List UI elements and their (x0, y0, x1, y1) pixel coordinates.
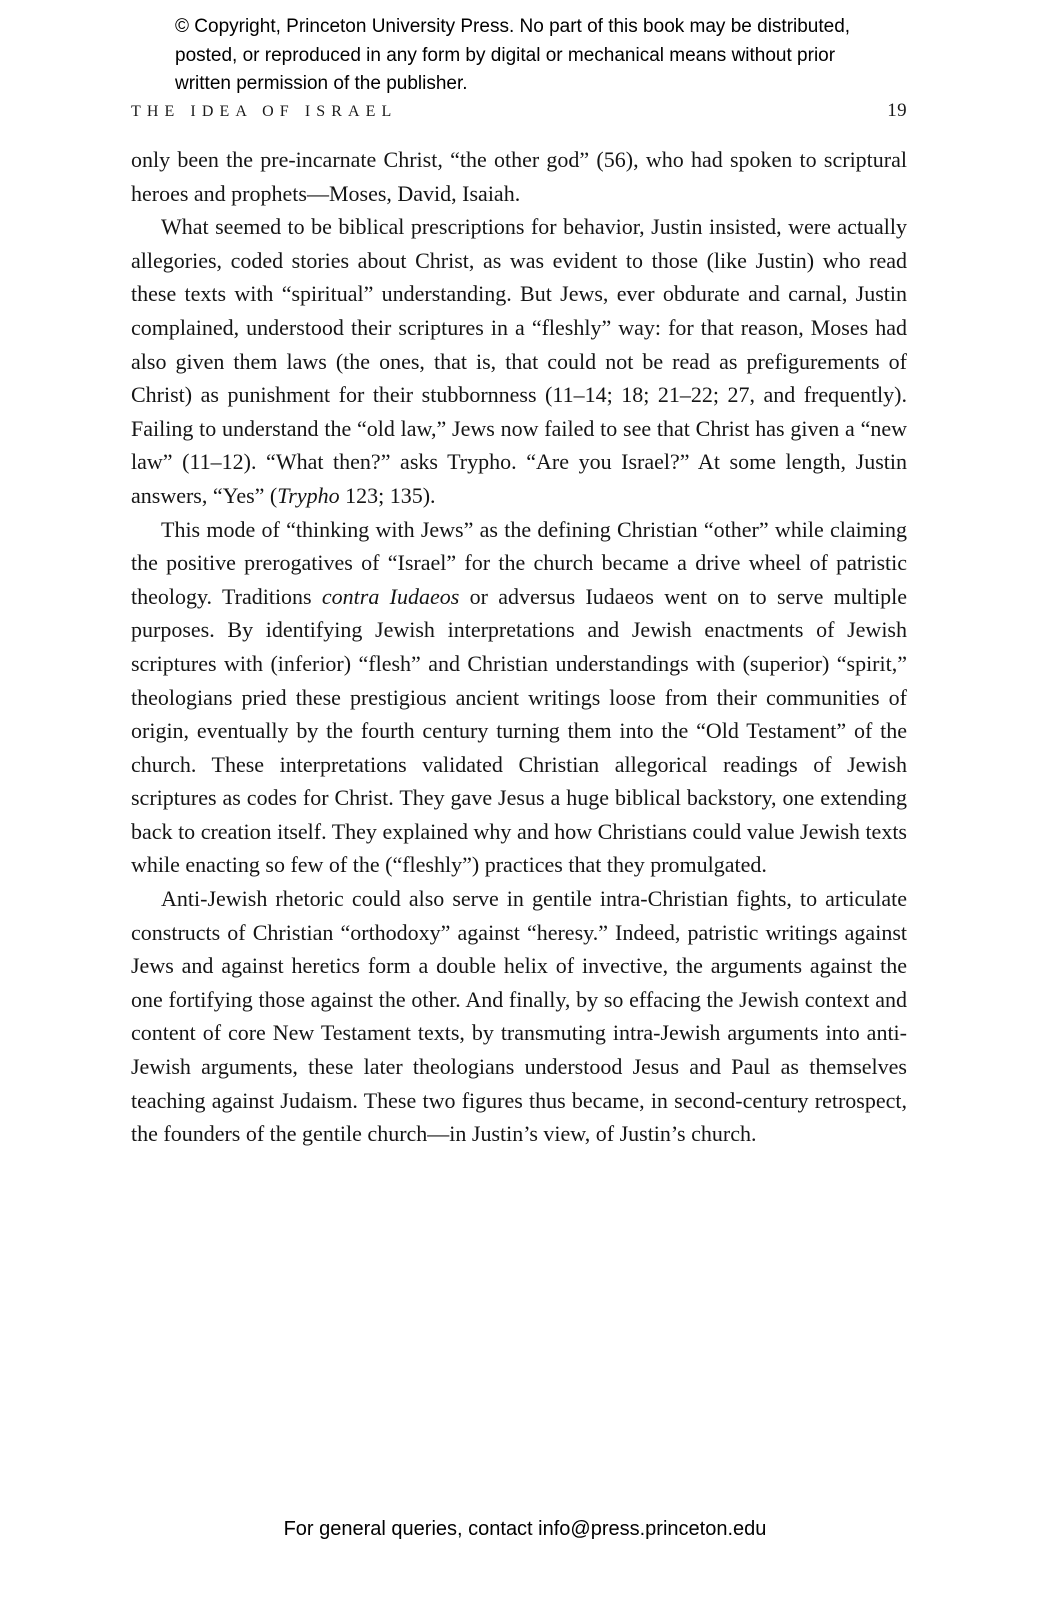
text-run: or adversus Iudaeos went on to serve multiple purposes. By identifying Jewish interpretations and Jewish enactments of Jewish scriptures with (inferior) “flesh” and Christian understandings with (superior) “spirit,” theologians pried these prestigious ancient writings loose from their communities of origin, eventually by the fourth century turning them into the “Old Testament” of the church. These interpretations validated Christian allegorical readings of Jewish scriptures as codes for Christ. They gave Jesus a huge biblical backstory, one extending back to creation itself. They explained why and how Christians could value Jewish texts while enacting so few of the (“fleshly”) practices that they promulgated. (131, 583, 907, 878)
running-header (131, 100, 907, 122)
text-run: Anti-Jewish rhetoric could also serve in gentile intra-Christian fights, to articulate constructs of Christian “orthodoxy” against “heresy.” Indeed, patristic writings against Jews and against heretics form a double helix of invective, the arguments against the one fortifying those against the other. And finally, by so effacing the Jewish context and content of core New Testament texts, by transmuting intra-Jewish arguments into anti-Jewish arguments, these later theologians understood Jesus and Paul as themselves teaching against Judaism. These two figures thus became, in second-century retrospect, the founders of the gentile church—in Justin’s view, of Justin’s church. (131, 886, 907, 1147)
page-number: 19 (887, 100, 907, 121)
italic-text-run: contra Iudaeos (321, 583, 460, 609)
paragraph (131, 143, 907, 210)
paragraph (131, 513, 907, 883)
text-run: only been the pre-incarnate Christ, “the other god” (56), who had spoken to scriptural heroes and prophets—Moses, David, Isaiah. (131, 147, 907, 206)
page-footer (0, 1518, 1050, 1541)
body-text (131, 143, 907, 1151)
footer-text: For general queries, contact info@press.princeton.edu (283, 1518, 767, 1540)
running-title: THE IDEA OF ISRAEL (131, 103, 398, 120)
paragraph (131, 882, 907, 1151)
paragraph (131, 210, 907, 512)
text-run: 123; 135). (339, 482, 436, 508)
copyright-notice: © Copyright, Princeton University Press. No part of this book may be distributed, posted, or reproduced in any form by digital or mechanical means without prior written permission of the publisher. (175, 16, 851, 94)
text-run: This mode of “thinking with Jews” as the defining Christian “other” while claiming the positive prerogatives of “Israel” for the church became a drive wheel of patristic theology. Traditions (131, 516, 907, 609)
italic-text-run: Trypho (277, 482, 340, 508)
text-run: What seemed to be biblical prescriptions for behavior, Justin insisted, were actually allegories, coded stories about Christ, as was evident to those (like Justin) who read these texts with “spiritual” understanding. But Jews, ever obdurate and carnal, Justin complained, understood their scriptures in a “fleshly” way: for that reason, Moses had also given them laws (the ones, that is, that could not be read as prefigurements of Christ) as punishment for their stubbornness (11–14; 18; 21–22; 27, and frequently). Failing to understand the “old law,” Jews now failed to see that Christ has given a “new law” (11–12). “What then?” asks Trypho. “Are you Israel?” At some length, Justin answers, “Yes” ( (131, 214, 907, 508)
